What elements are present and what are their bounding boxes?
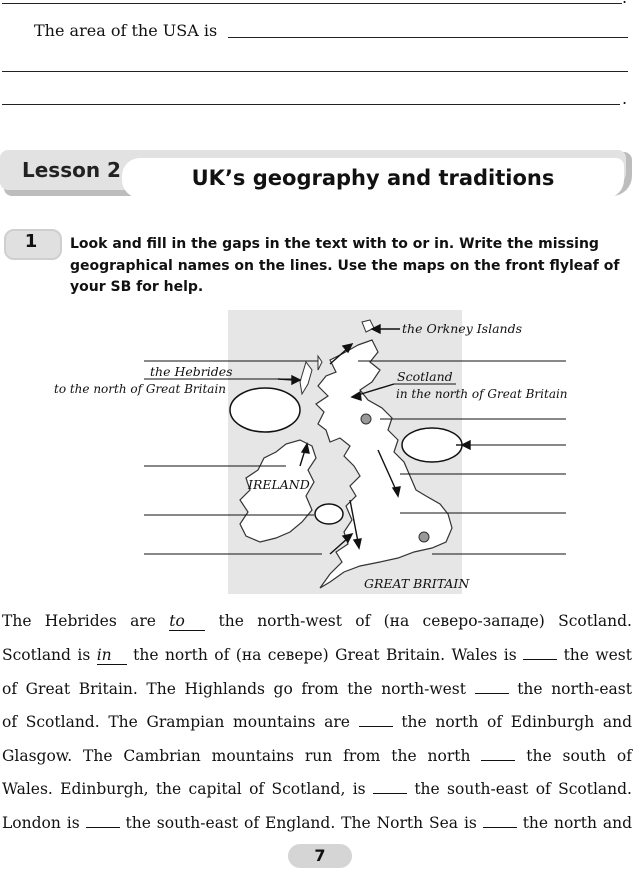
- label-scotland-note: in the north of Great Britain: [396, 387, 568, 401]
- edinburgh-dot: [361, 414, 371, 424]
- answer-line-1[interactable]: [228, 37, 628, 38]
- label-great-britain: GREAT BRITAIN: [364, 576, 470, 591]
- label-scotland: Scotland: [397, 369, 453, 384]
- label-orkney: the Orkney Islands: [402, 321, 522, 336]
- gap-1[interactable]: to: [169, 612, 205, 631]
- answer-line-3[interactable]: [2, 104, 620, 105]
- text-line-1: The Hebrides are to the north-west of (на северо-западе) Scotland.: [2, 612, 632, 630]
- gap-3[interactable]: [523, 659, 557, 660]
- answer-line-2[interactable]: [2, 71, 628, 72]
- label-hebrides-note: to the north of Great Britain: [54, 382, 227, 396]
- label-hebrides: the Hebrides: [150, 364, 233, 379]
- text-line-5: Glasgow. The Cambrian mountains run from the north the south of: [2, 747, 632, 765]
- uk-map: [0, 300, 640, 600]
- lesson-title: UK’s geography and traditions: [191, 166, 555, 190]
- text-line-2: Scotland is in the north of (на севере) Great Britain. Wales is the west: [2, 646, 632, 664]
- gap-7[interactable]: [373, 793, 407, 794]
- task-number: 1: [24, 231, 38, 252]
- gap-9[interactable]: [483, 827, 517, 828]
- text-line-7: London is the south-east of England. The North Sea is the north and: [2, 814, 632, 832]
- lesson-label: Lesson 2: [22, 158, 121, 182]
- top-rule: [2, 3, 622, 4]
- gap-6[interactable]: [481, 760, 515, 761]
- text-line-3: of Great Britain. The Highlands go from the north-west the north-east: [2, 680, 632, 698]
- page-number: 7: [314, 846, 326, 865]
- text-line-4: of Scotland. The Grampian mountains are the north of Edinburgh and: [2, 713, 633, 731]
- label-ireland: IRELAND: [248, 477, 310, 492]
- gap-5[interactable]: [359, 726, 393, 727]
- text-line-6: Wales. Edinburgh, the capital of Scotland, is the south-east of Scotland.: [2, 780, 632, 798]
- area-usa-label: The area of the USA is: [34, 21, 218, 40]
- blank-oval-sea-east[interactable]: [402, 428, 462, 462]
- task-instruction: Look and fill in the gaps in the text with to or in. Write the missing geographical names on the lines. Use the maps on the front flyleaf of your SB for help.: [70, 236, 620, 295]
- blank-oval-wales[interactable]: [315, 504, 343, 524]
- london-dot: [419, 532, 429, 542]
- answer-period: .: [622, 89, 628, 108]
- blank-oval-sea-west[interactable]: [230, 388, 300, 432]
- gap-4[interactable]: [475, 693, 509, 694]
- answer-period: [622, 0, 627, 7]
- gap-2[interactable]: in: [97, 646, 127, 665]
- gap-8[interactable]: [86, 827, 120, 828]
